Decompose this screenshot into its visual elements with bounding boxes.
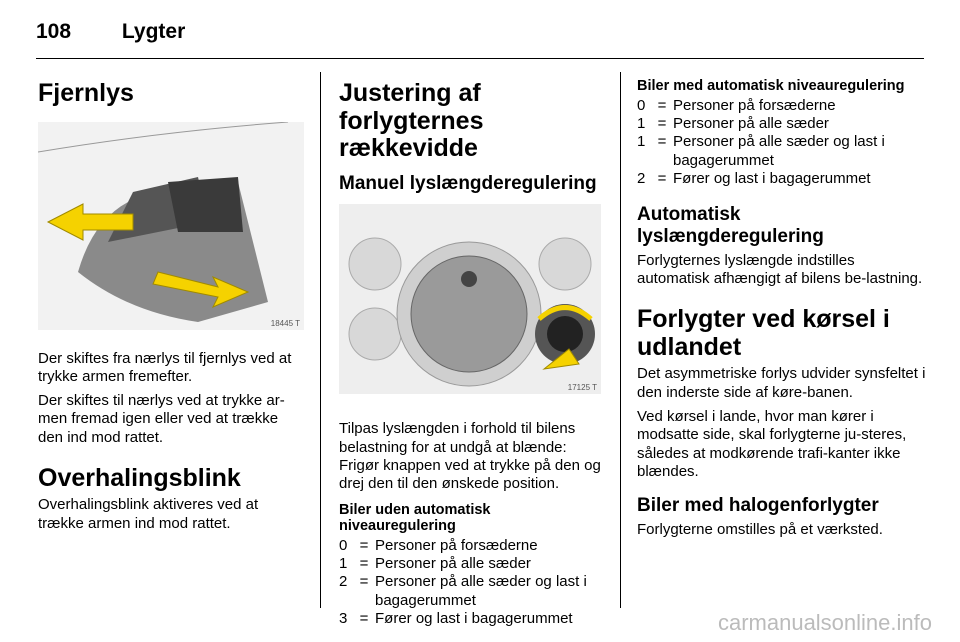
list-item-v: Personer på alle sæder [673, 114, 829, 132]
list-item-eq: = [657, 96, 667, 114]
list-item [339, 573, 605, 610]
list-item-k: 2 [637, 169, 646, 187]
lever-illustration [38, 122, 304, 330]
figure-number: 18445 T [270, 318, 300, 328]
list-item-v: Personer på alle sæder og last i bagagerummet [375, 573, 587, 609]
section-title: Lygter [121, 20, 186, 43]
paragraph: Det asymmetriske forlys udvider synsfeltet i den inderste side af køre-banen. [637, 365, 926, 401]
subheading-med-automatisk: Biler med automatisk niveauregulering [637, 78, 905, 94]
paragraph: Tilpas lyslængden i forhold til bilens belastning for at undgå at blænde: Frigør knappen ved at trykke på den og drej den til den ønskede position. [339, 420, 601, 493]
column-2 [339, 72, 605, 634]
figure-headlight-dial [339, 204, 601, 394]
list-item-k: 0 [637, 96, 646, 114]
heading-overhalingsblink: Overhalingsblink [38, 463, 241, 492]
subheading-uden-automatisk: Biler uden automatisk niveauregulering [339, 501, 491, 535]
list-item [339, 610, 605, 628]
paragraph: Forlygterne omstilles på et værksted. [637, 521, 883, 539]
list-item-eq: = [657, 114, 667, 132]
list-item [637, 115, 927, 133]
list-item-eq: = [359, 555, 369, 573]
list-item-k: 0 [339, 536, 348, 554]
list-item [637, 97, 927, 115]
list-item-eq: = [359, 610, 369, 628]
paragraph: Der skiftes fra nærlys til fjernlys ved at trykke armen fremefter. [38, 349, 292, 385]
list-item-v: Personer på alle sæder [375, 555, 531, 573]
list-item-eq: = [657, 133, 667, 151]
heading-justering: Justering af forlygternes rækkevidde [339, 79, 484, 162]
list-item [339, 555, 605, 573]
heading-manuel: Manuel lyslængderegulering [339, 172, 597, 194]
paragraph: Ved kørsel i lande, hvor man kører i modsatte side, skal forlygterne ju-steres, således at modkørende trafi-kanter ikke blændes. [637, 408, 907, 480]
list-item-v: Personer på forsæderne [375, 536, 538, 554]
list-item-v: Fører og last i bagagerummet [673, 169, 871, 187]
list-item-v: Fører og last i bagagerummet [375, 610, 573, 628]
page-header [36, 20, 185, 44]
list-item [637, 170, 927, 188]
list-item-v: Personer på forsæderne [673, 96, 836, 114]
column-divider-2 [620, 72, 621, 608]
level-list [339, 537, 605, 628]
list-item-k: 1 [637, 114, 646, 132]
heading-fjernlys: Fjernlys [38, 79, 134, 107]
column-1 [38, 72, 306, 539]
paragraph: Der skiftes til nærlys ved at trykke ar-men fremad igen eller ved at trække den ind mod rattet. [38, 392, 285, 446]
heading-halogen: Biler med halogenforlygter [637, 495, 879, 517]
heading-automatisk: Automatisk lyslængderegulering [637, 204, 824, 247]
watermark: carmanualsonline.info [717, 610, 932, 635]
heading-udlandet: Forlygter ved kørsel i udlandet [637, 305, 890, 361]
header-rule [36, 58, 924, 59]
list-item-k: 3 [339, 610, 348, 628]
list-item-eq: = [359, 536, 369, 554]
list-item [637, 133, 927, 170]
list-item-eq: = [657, 169, 667, 187]
list-item-k: 2 [339, 573, 348, 591]
dial-illustration [339, 204, 601, 394]
page-number: 108 [36, 20, 72, 43]
figure-headlight-lever [38, 122, 304, 330]
column-divider-1 [320, 72, 321, 608]
list-item [339, 537, 605, 555]
list-item-eq: = [359, 573, 369, 591]
list-item-k: 1 [339, 555, 348, 573]
figure-number: 17125 T [567, 383, 597, 393]
paragraph: Overhalingsblink aktiveres ved at trække armen ind mod rattet. [38, 496, 259, 532]
list-item-k: 1 [637, 133, 646, 151]
list-item-v: Personer på alle sæder og last i bagagerummet [673, 133, 885, 169]
level-list [637, 97, 927, 188]
paragraph: Forlygternes lyslængde indstilles automatisk afhængigt af bilens be-lastning. [637, 251, 923, 288]
column-3 [637, 72, 927, 545]
